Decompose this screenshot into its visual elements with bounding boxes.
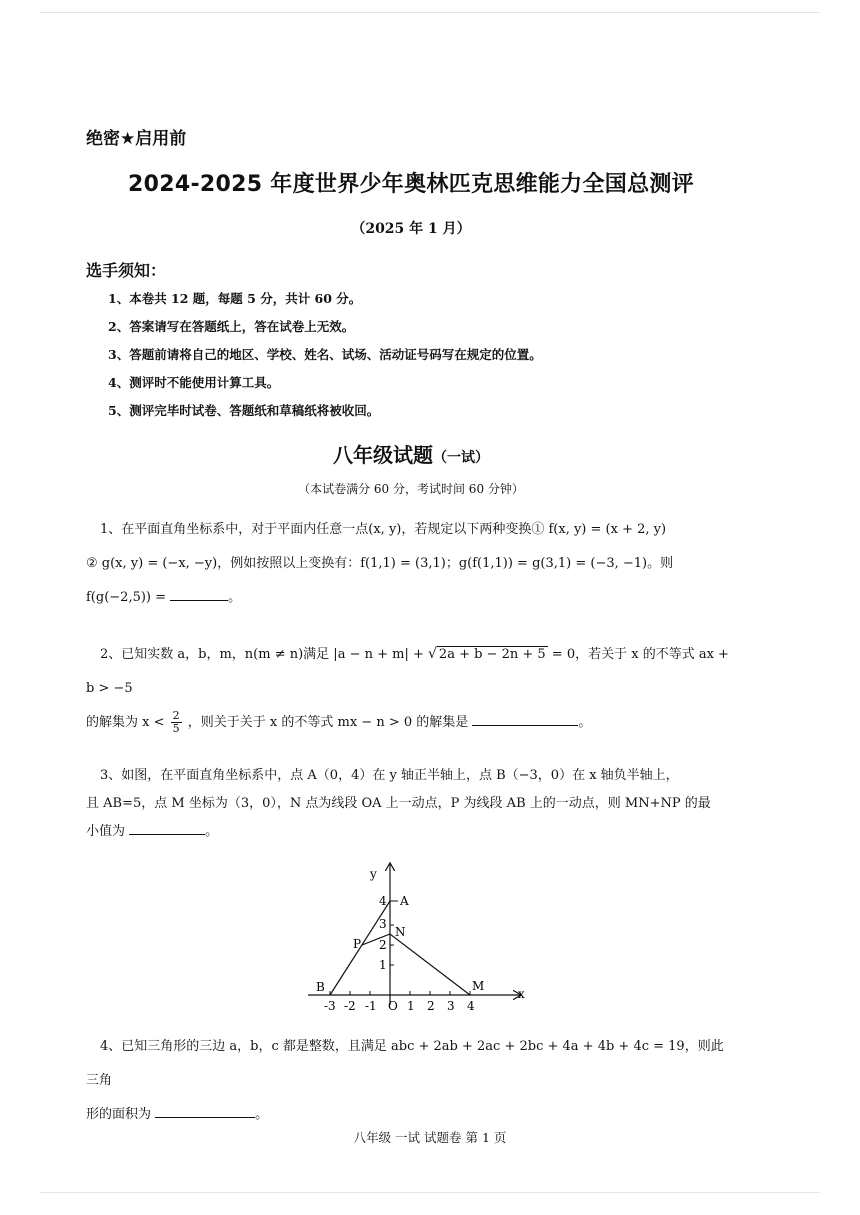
exam-page — [86, 124, 736, 846]
q2-end: 。 — [578, 715, 592, 730]
point-b-label: B — [316, 980, 325, 994]
x-tick-1: 1 — [407, 999, 415, 1013]
confidential-label: 绝密★启用前 — [86, 129, 187, 149]
q2-frac-den: 5 — [172, 722, 180, 735]
x-tick-neg3: -3 — [324, 999, 336, 1013]
q2-sqrt: 2a + b − 2n + 5 — [438, 647, 546, 662]
x-tick-neg1: -1 — [365, 999, 377, 1013]
x-tick-2: 2 — [427, 999, 435, 1013]
q1-line1: 1、在平面直角坐标系中，对于平面内任意一点(x, y)，若规定以下两种变换① f(x, y) = (x + 2, y) — [100, 522, 667, 537]
sqrt-symbol: √ — [428, 646, 437, 662]
exam-date: （2025 年 1 月） — [351, 221, 471, 237]
q3-answer-blank[interactable] — [129, 820, 205, 835]
q4-line2 — [86, 1098, 736, 1132]
bottom-rule — [40, 1192, 820, 1193]
origin-label: O — [388, 999, 398, 1013]
q2-fraction — [171, 710, 182, 735]
y-tick-3: 3 — [379, 917, 387, 931]
q1-line3-text: f(g(−2,5)) = — [86, 590, 167, 605]
q3-line3-text: 小值为 — [86, 824, 126, 839]
q4-line2-text: 形的面积为 — [86, 1107, 152, 1122]
q2-answer-blank[interactable] — [472, 711, 578, 726]
q1-end: 。 — [228, 590, 242, 605]
q3-line2: 且 AB=5，点 M 坐标为（3，0），N 点为线段 OA 上一动点，P 为线段 AB 上的一动点，则 MN+NP 的最 — [86, 796, 711, 811]
q2-line2a: 的解集为 x < — [86, 715, 165, 730]
q1-answer-blank[interactable] — [170, 586, 228, 601]
q2-line1b: = 0，若关于 x 的不等式 ax + b > −5 — [86, 647, 729, 696]
y-tick-2: 2 — [379, 938, 387, 952]
point-a-label: A — [400, 894, 409, 908]
page-footer: 八年级 一试 试题卷 第 1 页 — [353, 1130, 507, 1145]
q2-frac-num: 2 — [172, 709, 180, 722]
q1-line2: ② g(x, y) = (−x, −y)，例如按照以上变换有：f(1,1) = (3,1)；g(f(1,1)) = g(3,1) = (−3, −1)。则 — [86, 556, 674, 571]
question-4 — [86, 1030, 736, 1132]
q3-end: 。 — [205, 824, 219, 839]
q3-line1: 3、如图，在平面直角坐标系中，点 A（0，4）在 y 轴正半轴上，点 B（−3，0）在 x 轴负半轴上， — [100, 768, 679, 783]
rule-3: 3、答题前请将自己的地区、学校、姓名、试场、活动证号码写在规定的位置。 — [108, 347, 542, 362]
point-m-label: M — [472, 979, 485, 993]
question-2 — [86, 637, 736, 740]
q4-line1: 4、已知三角形的三边 a，b，c 都是整数，且满足 abc + 2ab + 2ac + 2bc + 4a + 4b + 4c = 19，则此三角 — [86, 1039, 724, 1088]
rule-2: 2、答案请写在答题纸上，答在试卷上无效。 — [108, 319, 355, 334]
y-tick-1: 1 — [379, 958, 387, 972]
q4-answer-blank[interactable] — [155, 1103, 255, 1118]
section-title — [86, 439, 736, 468]
x-axis-label: x — [518, 987, 525, 1001]
y-axis-label: y — [370, 867, 377, 881]
q2-line1a: 2、已知实数 a，b，m，n(m ≠ n)满足 |a − n + m| + — [100, 647, 424, 662]
x-tick-neg2: -2 — [344, 999, 356, 1013]
q4-end: 。 — [255, 1107, 269, 1122]
rule-5: 5、测评完毕时试卷、答题纸和草稿纸将被收回。 — [108, 403, 380, 418]
point-n-label: N — [395, 925, 406, 939]
top-rule — [40, 12, 820, 13]
q1-line3 — [86, 581, 736, 615]
q2-line2b: ，则关于关于 x 的不等式 mx − n > 0 的解集是 — [187, 715, 469, 730]
q3-figure — [228, 744, 538, 1014]
section-title-main: 八年级试题 — [333, 443, 433, 467]
notice-title: 选手须知： — [86, 261, 167, 280]
x-tick-4: 4 — [467, 999, 475, 1013]
rule-1: 1、本卷共 12 题，每题 5 分，共计 60 分。 — [108, 291, 362, 306]
point-p-label: P — [353, 937, 362, 951]
q2-line2 — [86, 706, 736, 740]
y-tick-4: 4 — [379, 894, 387, 908]
section-subtitle: （一试） — [433, 450, 489, 466]
score-note: （本试卷满分 60 分，考试时间 60 分钟） — [298, 482, 524, 496]
x-tick-3: 3 — [447, 999, 455, 1013]
question-1 — [86, 513, 736, 615]
rule-4: 4、测评时不能使用计算工具。 — [108, 375, 280, 390]
q2-line1 — [86, 637, 736, 706]
exam-title: 2024-2025 年度世界少年奥林匹克思维能力全国总测评 — [128, 172, 694, 197]
